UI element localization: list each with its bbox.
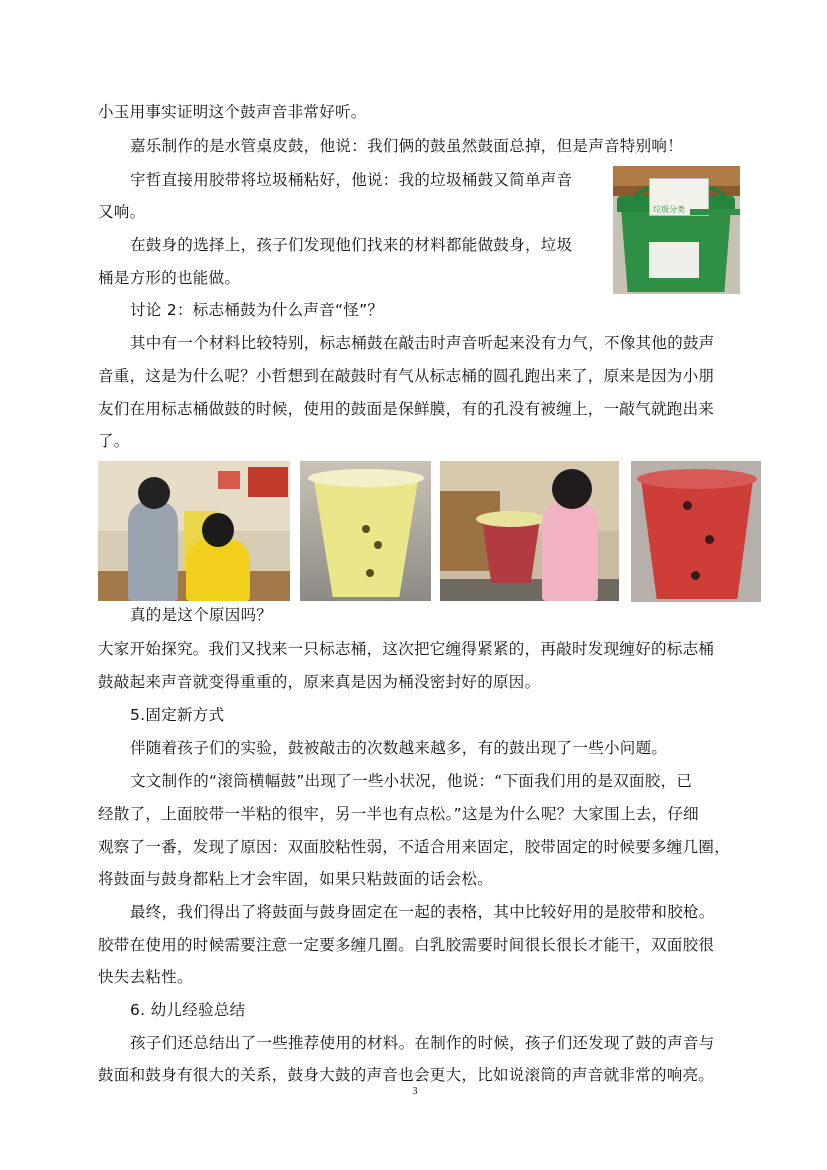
text-line: 宇哲直接用胶带将垃圾桶粘好，他说：我的垃圾桶鼓又简单声音: [130, 171, 573, 189]
text-line: 最终，我们得出了将鼓面与鼓身固定在一起的表格，其中比较好用的是胶带和胶枪。: [130, 903, 715, 921]
children-making-drum-photo: [98, 461, 290, 601]
red-cone-drum-photo: [631, 461, 761, 602]
text-line: 鼓敲起来声音就变得重重的，原来真是因为桶没密封好的原因。: [98, 673, 541, 691]
text-line: 胶带在使用的时候需要注意一定要多缠几圈。白乳胶需要时间很长很长才能干，双面胶很: [98, 936, 715, 954]
page-number: 3: [412, 1086, 418, 1097]
text-line: 嘉乐制作的是水管桌皮鼓，他说：我们俩的鼓虽然鼓面总掉，但是声音特别响！: [130, 137, 684, 155]
text-line: 友们在用标志桶做鼓的时候，使用的鼓面是保鲜膜，有的孔没有被缠上，一敲气就跑出来: [98, 400, 715, 418]
girl-with-drum-photo: [440, 461, 619, 601]
text-line: 在鼓身的选择上，孩子们发现他们找来的材料都能做鼓身，垃圾: [130, 236, 573, 254]
text-line: 经散了，上面胶带一半粘的很牢，另一半也有点松。”这是为什么呢？大家围上去，仔细: [98, 805, 699, 823]
yellow-cone-drum-photo: [300, 461, 431, 601]
text-line: 音重，这是为什么呢？小哲想到在敲鼓时有气从标志桶的圆孔跑出来了，原来是因为小朋: [98, 367, 715, 385]
section-heading: 6. 幼儿经验总结: [130, 1001, 246, 1019]
trash-bin-drum-photo: [613, 166, 740, 294]
section-heading: 5.固定新方式: [130, 706, 225, 724]
text-line: 文文制作的“滚筒横幅鼓”出现了一些小状况，他说：“下面我们用的是双面胶，已: [130, 772, 693, 790]
text-line: 小玉用事实证明这个鼓声音非常好听。: [98, 103, 367, 121]
text-line: 孩子们还总结出了一些推荐使用的材料。在制作的时候，孩子们还发现了鼓的声音与: [130, 1034, 715, 1052]
text-line: 桶是方形的也能做。: [98, 269, 241, 287]
text-line: 了。: [98, 432, 130, 450]
text-line: 鼓面和鼓身有很大的关系，鼓身大鼓的声音也会更大，比如说滚筒的声音就非常的响亮。: [98, 1066, 715, 1084]
text-line: 快失去粘性。: [98, 968, 193, 986]
text-line: 大家开始探究。我们又找来一只标志桶，这次把它缠得紧紧的，再敲时发现缠好的标志桶: [98, 640, 715, 658]
discussion-heading: 讨论 2：标志桶鼓为什么声音“怪”？: [130, 301, 384, 319]
text-line: 其中有一个材料比较特别，标志桶鼓在敲击时声音听起来没有力气，不像其他的鼓声: [130, 334, 715, 352]
text-line: 观察了一番，发现了原因：双面胶粘性弱，不适合用来固定，胶带固定的时候要多缠几圈，: [98, 838, 731, 856]
text-line: 又响。: [98, 203, 146, 221]
bin-label-text: 垃圾分类: [653, 205, 685, 214]
text-line: 将鼓面与鼓身都粘上才会牢固，如果只粘鼓面的话会松。: [98, 870, 494, 888]
text-line: 真的是这个原因吗？: [130, 606, 273, 624]
text-line: 伴随着孩子们的实验，鼓被敲击的次数越来越多，有的鼓出现了一些小问题。: [130, 739, 668, 757]
